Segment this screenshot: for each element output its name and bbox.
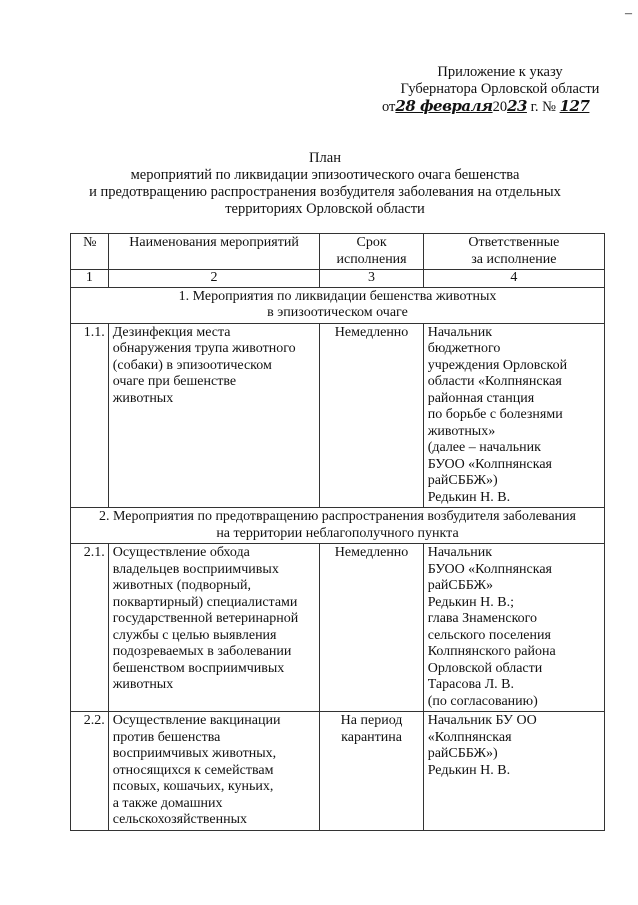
row-2-1-resp-line: Редькин Н. В.; [427,594,514,610]
row-1-1-resp-line: бюджетного [427,341,501,356]
row-1-1-resp-line: БУОО «Колпнянская [427,456,553,472]
header-resp-line2: за исполнение [471,251,557,267]
row-1-1-resp-line: райСББЖ») [427,473,498,488]
row-1-1-action-line: животных [112,390,174,406]
header-term-line1: Срок [356,235,387,250]
appendix-year-handwritten: 23 [507,97,527,115]
section-1-line2: в эпизоотическом очаге [267,305,408,320]
row-2-2-action [108,712,320,831]
section-2-row [71,508,605,544]
header-term-line2: исполнения [336,251,407,267]
row-2-1-resp-line: Колпнянского района [427,644,556,659]
row-2-2-action-line: восприимчивых животных, [112,746,277,761]
row-2-2-action-line: Осуществление вакцинации [112,713,281,728]
row-2-1-action-line: государственной ветеринарной [112,611,299,626]
row-1-1-resp-line: по борьбе с болезнями [427,407,563,422]
header-resp-line1: Ответственные [468,235,560,250]
corner-mark: – [625,6,632,21]
header-num: № [71,234,109,270]
appendix-number-handwritten: 127 [559,97,590,115]
table-row [71,323,605,508]
row-2-1-resp [423,544,604,712]
row-2-1-action [108,544,320,712]
row-2-2-term-line: На период [340,713,403,728]
row-2-2-resp-line: Редькин Н. В. [427,762,511,778]
row-2-1-action-line: Осуществление обхода [112,545,250,560]
appendix-year-prefix: 20 [492,99,508,115]
row-1-1-resp-line: (далее – начальник [427,440,541,455]
section-1-row [71,287,605,323]
row-1-1-num: 1.1. [71,323,109,508]
col-number-1: 1 [71,270,109,288]
section-2-line1: 2. Мероприятия по предотвращению распространения возбудителя заболевания [99,509,576,524]
plan-table [70,233,605,831]
table-row [71,544,605,712]
plan-title [40,150,610,218]
row-2-1-num: 2.1. [71,544,109,712]
title-line1: План [309,150,341,166]
row-2-2-action-line: псовых, кошачьих, куньих, [112,779,274,794]
row-2-2-term-line: карантина [341,729,402,745]
row-1-1-term: Немедленно [320,323,423,508]
appendix-ot: от [382,99,396,115]
row-1-1-resp-line: области «Колпнянская [427,374,562,389]
row-2-2-action-line: сельскохозяйственных [112,812,248,827]
section-2-line2: на территории неблагополучного пункта [216,525,459,541]
title-line4: территориях Орловской области [225,201,425,217]
row-2-2-action-line: против бешенства [112,729,221,745]
row-1-1-resp-line: районная станция [427,390,535,406]
appendix-year-text: г. № [530,99,556,115]
row-2-1-resp-line: Орловской области [427,660,543,676]
row-1-1-action-line: (собаки) в эпизоотическом [112,357,272,373]
section-1-title [71,287,605,323]
row-2-2-action-line: а также домашних [112,795,223,811]
col-number-3: 3 [320,270,423,288]
row-2-1-resp-line: (по согласованию) [427,693,538,709]
row-2-1-action-line: животных (подворный, [112,578,251,593]
row-2-1-term: Немедленно [320,544,423,712]
section-2-title [71,508,605,544]
row-1-1-resp-line: учреждения Орловской [427,357,568,373]
row-2-1-resp-line: глава Знаменского [427,611,538,626]
row-2-1-resp-line: райСББЖ» [427,578,494,593]
row-1-1-resp-line: Редькин Н. В. [427,489,511,505]
table-header-row [71,234,605,270]
section-1-line1: 1. Мероприятия по ликвидации бешенства животных [178,288,497,304]
row-1-1-resp-line: Начальник [427,324,493,340]
row-2-1-action-line: животных [112,677,174,692]
row-2-2-num: 2.2. [71,712,109,831]
row-1-1-resp [423,323,604,508]
row-2-1-resp-line: Тарасова Л. В. [427,677,515,692]
col-number-4: 4 [423,270,604,288]
appendix-line2: Губернатора Орловской области [400,81,600,97]
appendix-line1: Приложение к указу [437,64,563,80]
row-2-2-resp-line: «Колпнянская [427,729,512,745]
row-2-1-action-line: поквартирный) специалистами [112,594,298,610]
row-1-1-action-line: обнаружения трупа животного [112,341,296,356]
title-line2: мероприятий по ликвидации эпизоотического очага бешенства [130,167,520,183]
row-1-1-action-line: Дезинфекция места [112,324,231,340]
appendix-header [370,64,630,116]
row-2-1-action-line: бешенством восприимчивых [112,660,285,676]
column-number-row [71,270,605,288]
row-2-2-resp [423,712,604,831]
row-2-1-action-line: службы с целью выявления [112,627,277,643]
col-number-2: 2 [108,270,320,288]
row-1-1-resp-line: животных» [427,423,496,439]
row-2-2-resp-line: Начальник БУ ОО [427,713,537,728]
row-2-1-resp-line: БУОО «Колпнянская [427,561,553,577]
row-2-2-action-line: относящихся к семействам [112,762,274,778]
row-2-1-action-line: владельцев восприимчивых [112,561,279,577]
title-line3: и предотвращению распространения возбудителя заболевания на отдельных [89,184,561,200]
row-2-1-resp-line: сельского поселения [427,627,551,643]
appendix-line3 [370,98,630,116]
row-2-2-resp-line: райСББЖ») [427,746,498,761]
table-row [71,712,605,831]
row-1-1-action [108,323,320,508]
row-2-1-resp-line: Начальник [427,545,493,560]
appendix-date-handwritten: 28 февраля [395,97,493,115]
header-term [320,234,423,270]
header-action: Наименования мероприятий [108,234,320,270]
row-1-1-action-line: очаге при бешенстве [112,374,237,389]
header-resp [423,234,604,270]
row-2-2-term [320,712,423,831]
row-2-1-action-line: подозреваемых в заболевании [112,644,292,659]
